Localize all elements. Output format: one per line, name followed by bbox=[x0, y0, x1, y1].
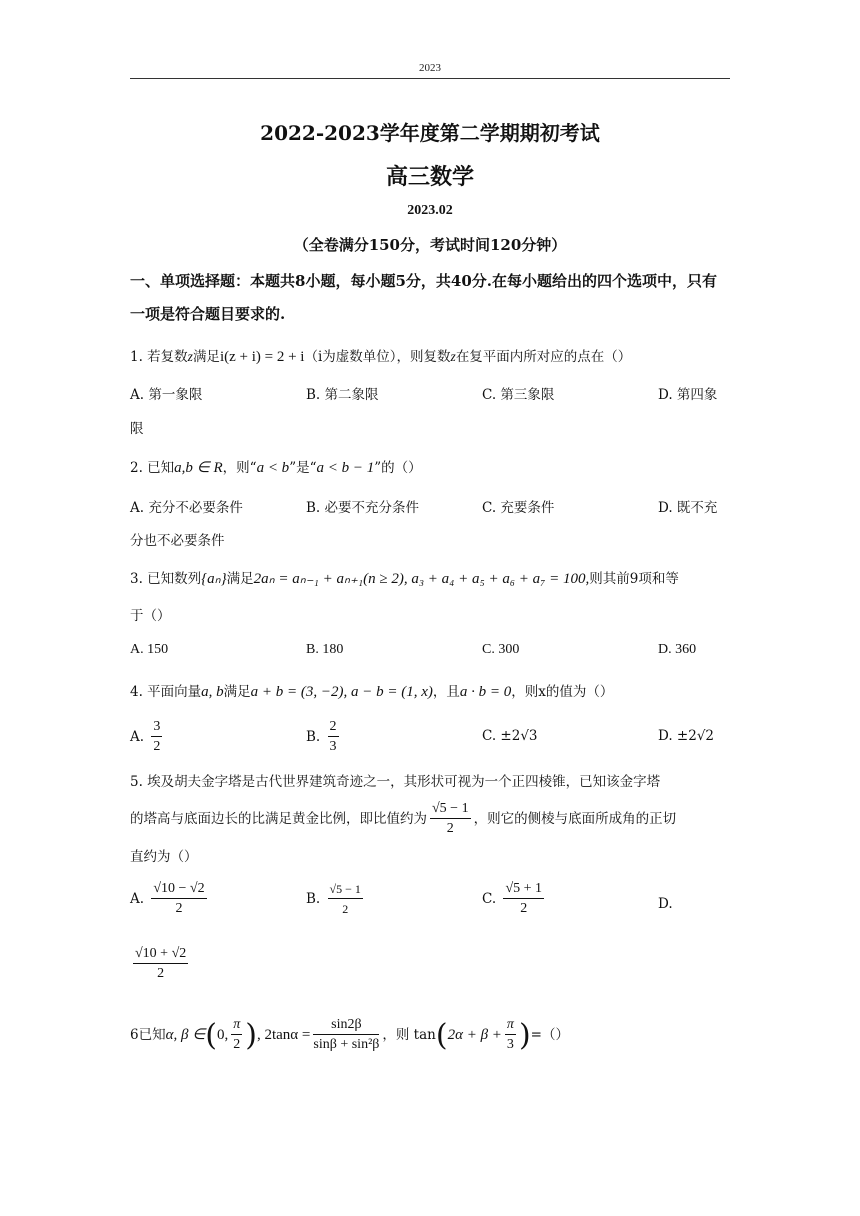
q6-mid: , 2tanα = bbox=[256, 1027, 311, 1043]
q4-prefix: 4. 平面向量 bbox=[130, 684, 202, 700]
fraction-numerator: √5 + 1 bbox=[503, 880, 544, 899]
q6-prefix: 6已知 bbox=[130, 1027, 166, 1043]
section-heading: 一、单项选择题：本题共8小题，每小题5分，共40分.在每小题给出的四个选项中，只有一项是符合题目要求的. bbox=[130, 272, 717, 323]
q2-option-c: C. 充要条件 bbox=[482, 500, 555, 516]
q5-option-c bbox=[482, 880, 547, 919]
q2-mid1: ，则“ bbox=[222, 460, 257, 476]
q2-option-b: B. 必要不充分条件 bbox=[306, 500, 420, 516]
q2-cond1: a < b bbox=[256, 460, 290, 476]
question-2 bbox=[130, 456, 730, 477]
q6-tail2: =（） bbox=[530, 1027, 569, 1043]
fraction-numerator: √10 − √2 bbox=[151, 880, 206, 899]
q5-option-a bbox=[130, 880, 210, 919]
fraction-numerator: π bbox=[505, 1016, 516, 1035]
fraction-numerator: √10 + √2 bbox=[133, 945, 188, 964]
q2-option-d-wrap: 分也不必要条件 bbox=[130, 533, 225, 549]
q4-option-b-fraction bbox=[328, 718, 339, 757]
fraction-numerator: sin2β bbox=[313, 1016, 379, 1035]
question-1 bbox=[130, 345, 730, 366]
q2-tail: ”的（） bbox=[374, 460, 422, 476]
q3-tail: 则其前9项和等 bbox=[589, 571, 679, 587]
q1-option-a: A. 第一象限 bbox=[130, 387, 203, 403]
q5-line2-a: 的塔高与底面边长的比满足黄金比例，即比值约为 bbox=[130, 811, 427, 827]
q3-seq: {aₙ} bbox=[201, 571, 227, 587]
q1-var-2: z bbox=[450, 349, 456, 364]
subject-title: 高三数学 bbox=[385, 164, 474, 190]
q2-option-d: D. 既不充 bbox=[658, 500, 718, 516]
q5-option-b-fraction bbox=[328, 880, 363, 919]
q3-wrap: 于（） bbox=[130, 608, 171, 624]
q5-option-b-label: B. bbox=[306, 891, 321, 907]
exam-title: 2022-2023学年度第二学期期初考试 bbox=[260, 121, 600, 145]
q5-option-a-label: A. bbox=[130, 891, 145, 907]
q1-option-b: B. 第二象限 bbox=[306, 387, 379, 403]
q1-option-d: D. 第四象 bbox=[658, 387, 718, 403]
q2-option-a: A. 充分不必要条件 bbox=[130, 500, 243, 516]
fraction-denominator: 2 bbox=[153, 739, 161, 754]
fraction-numerator: 3 bbox=[151, 718, 162, 737]
q4-tail: ，则x的值为（） bbox=[511, 684, 614, 700]
q4-option-a bbox=[130, 718, 165, 757]
q5-option-d-fraction bbox=[133, 945, 188, 984]
q4-option-d: D. ±2√2 bbox=[658, 728, 715, 744]
q3-option-b: B. 180 bbox=[306, 642, 344, 657]
q3-mid: 满足 bbox=[226, 571, 254, 587]
q5-option-d-label: D. bbox=[658, 896, 673, 912]
fraction-denominator: 2 bbox=[233, 1037, 241, 1052]
q4-formula2: a · b = 0 bbox=[459, 684, 512, 700]
q2-prefix: 2. 已知 bbox=[130, 460, 175, 476]
q4-option-a-label: A. bbox=[130, 729, 145, 745]
q4-mid2: ，且 bbox=[432, 684, 460, 700]
q4-formula1: a + b = (3, −2), a − b = (1, x) bbox=[250, 684, 433, 700]
header-rule bbox=[130, 78, 730, 79]
q2-cond2: a < b − 1 bbox=[316, 460, 375, 476]
fraction-numerator: √5 − 1 bbox=[430, 800, 471, 819]
q1-formula: i(z + i) = 2 + i bbox=[219, 349, 305, 365]
question-4 bbox=[130, 680, 730, 701]
q6-pi-half bbox=[231, 1016, 242, 1055]
fraction-numerator: 2 bbox=[328, 718, 339, 737]
q6-tan-fraction bbox=[313, 1016, 379, 1055]
fraction-denominator: sinβ + sin²β bbox=[313, 1037, 380, 1052]
left-paren-icon: ( bbox=[435, 1018, 448, 1053]
q5-option-b bbox=[306, 880, 366, 919]
q4-option-c: C. ±2√3 bbox=[482, 728, 538, 744]
q1-mid: 满足 bbox=[192, 349, 220, 365]
exam-date: 2023.02 bbox=[407, 203, 453, 218]
q4-vars: a, b bbox=[201, 684, 224, 700]
fraction-denominator: 2 bbox=[157, 966, 165, 981]
q2-formula: a,b ∈ R bbox=[174, 460, 223, 476]
q6-vars: α, β ∈ bbox=[165, 1027, 206, 1043]
q6-pi-third bbox=[505, 1016, 516, 1055]
q4-option-b bbox=[306, 718, 342, 757]
exam-note: （全卷满分150分，考试时间120分钟） bbox=[293, 236, 567, 254]
q1-prefix: 1. 若复数 bbox=[130, 349, 188, 365]
question-5-line-2 bbox=[130, 800, 730, 839]
q4-option-b-label: B. bbox=[306, 729, 321, 745]
q2-mid2: ”是“ bbox=[289, 460, 317, 476]
fraction-denominator: 2 bbox=[342, 902, 349, 916]
q5-option-d bbox=[130, 945, 191, 984]
question-5-line-1: 5. 埃及胡夫金字塔是古代世界建筑奇迹之一，其形状可视为一个正四棱锥，已知该金字塔 bbox=[130, 774, 661, 790]
fraction-denominator: 3 bbox=[329, 739, 337, 754]
q1-option-c: C. 第三象限 bbox=[482, 387, 555, 403]
fraction-denominator: 2 bbox=[175, 901, 183, 916]
q3-option-a: A. 150 bbox=[130, 642, 169, 657]
q4-option-a-fraction bbox=[151, 718, 162, 757]
right-paren-icon: ) bbox=[245, 1018, 257, 1053]
question-5-line-3: 直约为（） bbox=[130, 849, 198, 865]
q1-tail: 在复平面内所对应的点在（） bbox=[455, 349, 632, 365]
fraction-denominator: 2 bbox=[446, 821, 454, 836]
q3-prefix: 3. 已知数列 bbox=[130, 571, 202, 587]
q3-option-c: C. 300 bbox=[482, 642, 520, 657]
q5-option-c-label: C. bbox=[482, 891, 497, 907]
question-3 bbox=[130, 567, 730, 588]
q3-formula: 2aₙ = aₙ₋₁ + aₙ₊₁(n ≥ 2), a₃ + a₄ + a₅ + a₆ + a₇ = 100, bbox=[253, 571, 590, 587]
q4-mid: 满足 bbox=[223, 684, 251, 700]
q5-ratio-fraction bbox=[430, 800, 471, 839]
q6-tail1: ，则 tan bbox=[382, 1027, 436, 1043]
fraction-numerator: √5 − 1 bbox=[328, 880, 363, 899]
q1-option-d-wrap: 限 bbox=[130, 421, 144, 437]
fraction-numerator: π bbox=[231, 1016, 242, 1035]
page-header: 2023 bbox=[419, 62, 441, 74]
question-6 bbox=[130, 1016, 730, 1055]
q6-arg: 2α + β + bbox=[447, 1027, 502, 1043]
fraction-denominator: 2 bbox=[520, 901, 528, 916]
q5-option-c-fraction bbox=[503, 880, 544, 919]
q1-paren: （i为虚数单位），则复数 bbox=[304, 349, 451, 365]
q1-var: z bbox=[187, 349, 193, 364]
left-paren-icon: ( bbox=[205, 1018, 217, 1053]
q5-option-a-fraction bbox=[151, 880, 206, 919]
fraction-denominator: 3 bbox=[506, 1037, 514, 1052]
q5-line2-b: ，则它的侧棱与底面所成角的正切 bbox=[473, 811, 677, 827]
q3-option-d: D. 360 bbox=[658, 642, 697, 657]
right-paren-icon: ) bbox=[518, 1018, 531, 1053]
q6-interval-left: 0, bbox=[216, 1027, 229, 1043]
